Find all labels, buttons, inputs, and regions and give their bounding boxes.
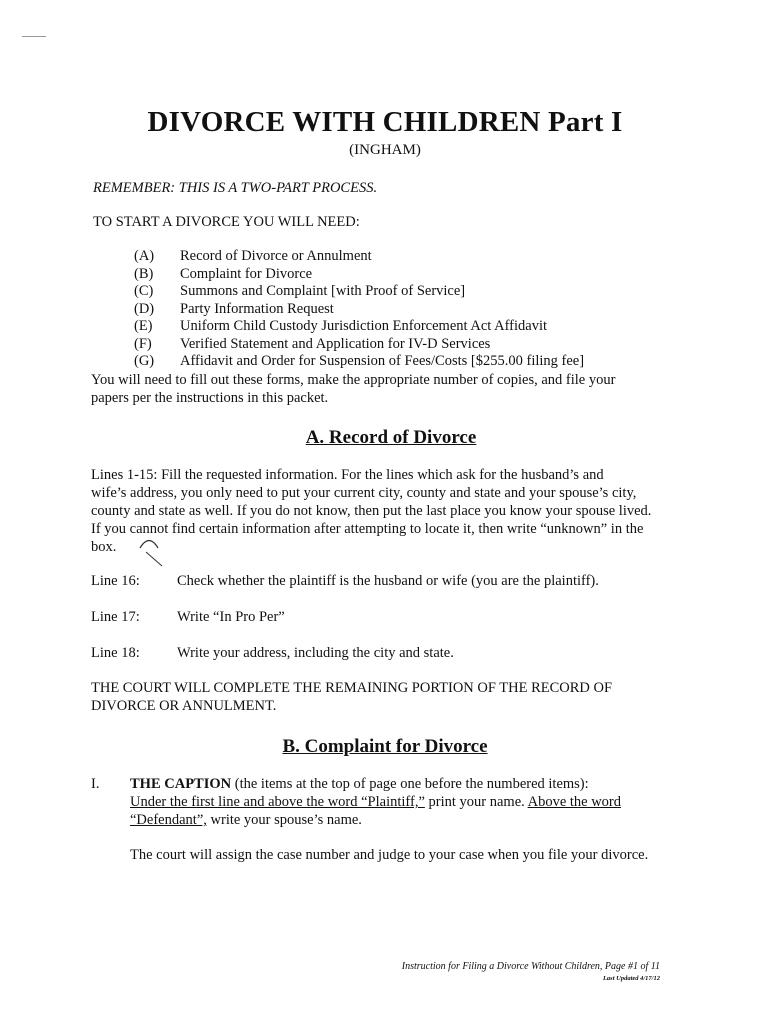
- list-item-letter: (E): [134, 318, 153, 334]
- caption-item-number: I.: [91, 776, 100, 792]
- court-note-line1: THE COURT WILL COMPLETE THE REMAINING PORTION OF THE RECORD OF: [91, 680, 613, 696]
- forms-instructions-line1: You will need to fill out these forms, make the appropriate number of copies, and file your: [91, 372, 616, 388]
- lines-1-15-line1: Lines 1-15: Fill the requested information. For the lines which ask for the husband’s and: [91, 467, 604, 483]
- caption-line2-middle: print your name.: [424, 794, 528, 810]
- caption-line3: [130, 812, 362, 830]
- list-item-text: Complaint for Divorce: [180, 265, 313, 282]
- line17-text: Write “In Pro Per”: [177, 609, 285, 625]
- caption-line3-rest: write your spouse’s name.: [206, 812, 362, 828]
- court-note-line2: DIVORCE OR ANNULMENT.: [91, 698, 277, 714]
- court-assign-note: The court will assign the case number and judge to your case when you file your divorce.: [130, 847, 649, 863]
- list-item: [134, 266, 584, 284]
- caption-line1: [130, 776, 589, 794]
- caption-bold-label: THE CAPTION: [130, 776, 232, 792]
- line16-label: Line 16:: [91, 573, 140, 589]
- lines-1-15-line5: box.: [91, 539, 117, 555]
- caption-rest: (the items at the top of page one before the numbered items):: [231, 776, 589, 792]
- list-item-text: Summons and Complaint [with Proof of Service]: [180, 283, 466, 299]
- list-item-text: Record of Divorce or Annulment: [180, 248, 372, 264]
- list-item: [134, 353, 584, 371]
- line17-label: Line 17:: [91, 609, 140, 625]
- caption-line2-underlined: Under the first line and above the word “Plaintiff,”: [130, 794, 425, 810]
- need-heading: TO START A DIVORCE YOU WILL NEED:: [93, 214, 360, 230]
- list-item-text: Affidavit and Order for Suspension of Fees/Costs [$255.00 filing fee]: [180, 353, 585, 369]
- forms-list: [134, 248, 584, 371]
- pen-scribble-mark: [118, 534, 178, 574]
- section-a-heading: A. Record of Divorce: [305, 427, 477, 448]
- document-title: DIVORCE WITH CHILDREN Part I: [147, 106, 623, 138]
- line18-label: Line 18:: [91, 645, 140, 661]
- remember-note: REMEMBER: THIS IS A TWO-PART PROCESS.: [93, 180, 378, 196]
- line16-text: Check whether the plaintiff is the husband or wife (you are the plaintiff).: [177, 573, 599, 589]
- list-item-letter: (C): [134, 283, 154, 299]
- list-item-text: Uniform Child Custody Jurisdiction Enforcement Act Affidavit: [180, 318, 548, 334]
- list-item-text: Party Information Request: [180, 300, 334, 317]
- list-item-letter: (G): [134, 353, 155, 369]
- list-item: [134, 318, 584, 336]
- list-item-letter: (A): [134, 248, 155, 264]
- list-item-letter: (F): [134, 335, 152, 352]
- list-item-letter: (D): [134, 300, 155, 317]
- list-item-text: Verified Statement and Application for IV-D Services: [180, 335, 491, 352]
- footer-last-updated: Last Updated 4/17/12: [602, 975, 660, 982]
- list-item: [134, 336, 584, 354]
- lines-1-15-line3: county and state as well. If you do not know, then put the last place you know your spouse lived.: [91, 503, 652, 519]
- caption-line3-underlined: “Defendant”,: [130, 812, 207, 828]
- line18-text: Write your address, including the city and state.: [177, 645, 454, 661]
- forms-instructions-line2: papers per the instructions in this packet.: [91, 390, 329, 406]
- list-item: [134, 248, 584, 266]
- list-item-letter: (B): [134, 265, 154, 282]
- list-item: [134, 283, 584, 301]
- lines-1-15-line4: If you cannot find certain information after attempting to locate it, then write “unknown” in the: [91, 521, 644, 537]
- section-b-heading: B. Complaint for Divorce: [282, 736, 488, 757]
- list-item: [134, 301, 584, 319]
- caption-line2-underlined-end: Above the word: [527, 794, 622, 810]
- lines-1-15-line2: wife’s address, you only need to put your current city, county and state and your spouse’s city,: [91, 485, 637, 501]
- caption-line2: [130, 794, 621, 812]
- scan-mark: [22, 36, 46, 37]
- page-footer: Instruction for Filing a Divorce Without Children, Page #1 of 11: [401, 961, 660, 972]
- county-subtitle: (INGHAM): [349, 142, 421, 158]
